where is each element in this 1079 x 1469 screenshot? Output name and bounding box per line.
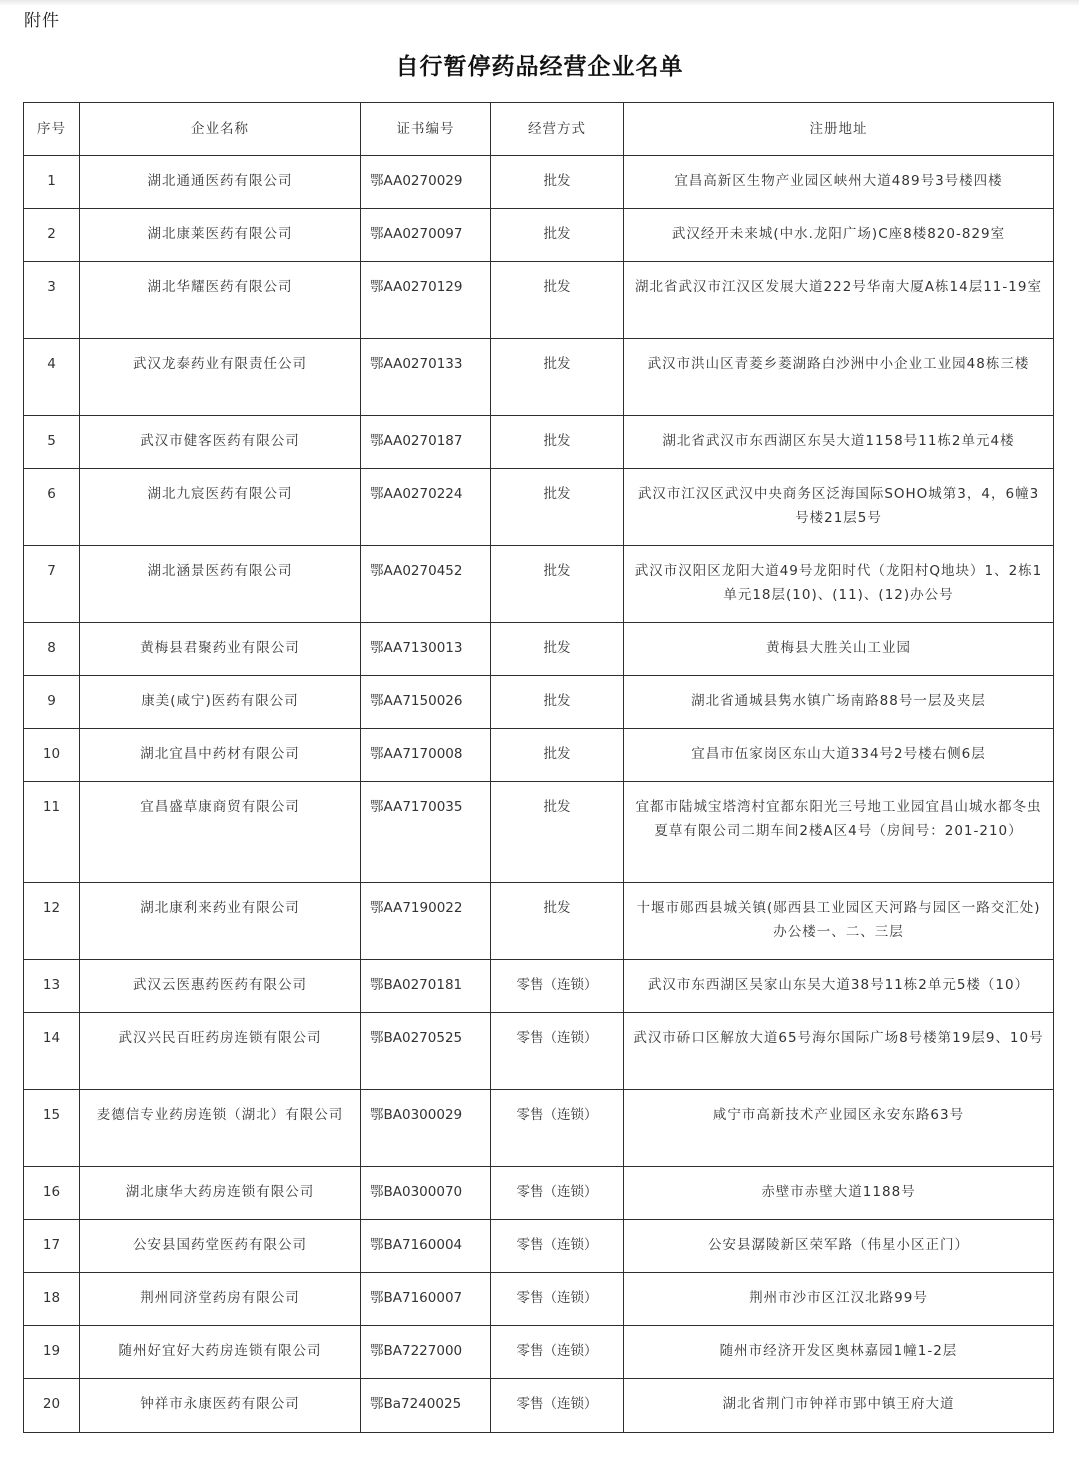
cell-cert: 鄂AA0270129 bbox=[361, 262, 491, 339]
cell-addr: 赤壁市赤壁大道1188号 bbox=[624, 1167, 1054, 1220]
cell-name: 宜昌盛草康商贸有限公司 bbox=[80, 782, 361, 883]
table-row bbox=[24, 1220, 1054, 1273]
cell-addr: 湖北省武汉市东西湖区东吴大道1158号11栋2单元4楼 bbox=[624, 416, 1054, 469]
cell-addr: 宜昌高新区生物产业园区峡州大道489号3号楼四楼 bbox=[624, 156, 1054, 209]
cell-seq: 20 bbox=[24, 1379, 80, 1433]
cell-cert: 鄂BA7160004 bbox=[361, 1220, 491, 1273]
cell-seq: 17 bbox=[24, 1220, 80, 1273]
table-row bbox=[24, 1090, 1054, 1167]
cell-seq: 3 bbox=[24, 262, 80, 339]
table-row bbox=[24, 416, 1054, 469]
cell-name: 湖北通通医药有限公司 bbox=[80, 156, 361, 209]
cell-addr: 公安县潺陵新区荣军路（伟星小区正门） bbox=[624, 1220, 1054, 1273]
cell-cert: 鄂AA7170035 bbox=[361, 782, 491, 883]
cell-name: 湖北康华大药房连锁有限公司 bbox=[80, 1167, 361, 1220]
header-name: 企业名称 bbox=[80, 103, 361, 156]
cell-name: 湖北宜昌中药材有限公司 bbox=[80, 729, 361, 782]
top-shadow-bar bbox=[0, 0, 1079, 6]
table-row bbox=[24, 1379, 1054, 1433]
cell-addr: 武汉市硚口区解放大道65号海尔国际广场8号楼第19层9、10号 bbox=[624, 1013, 1054, 1090]
table-row bbox=[24, 1013, 1054, 1090]
table-row bbox=[24, 782, 1054, 883]
cell-seq: 4 bbox=[24, 339, 80, 416]
header-seq: 序号 bbox=[24, 103, 80, 156]
table-row bbox=[24, 1326, 1054, 1379]
table-row bbox=[24, 676, 1054, 729]
cell-addr: 宜都市陆城宝塔湾村宜都东阳光三号地工业园宜昌山城水都冬虫夏草有限公司二期车间2楼A区4号（房间号：201-210） bbox=[624, 782, 1054, 883]
cell-addr: 十堰市郧西县城关镇(郧西县工业园区天河路与园区一路交汇处)办公楼一、二、三层 bbox=[624, 883, 1054, 960]
attachment-label: 附件 bbox=[24, 11, 60, 31]
cell-seq: 19 bbox=[24, 1326, 80, 1379]
cell-name: 荆州同济堂药房有限公司 bbox=[80, 1273, 361, 1326]
cell-name: 公安县国药堂医药有限公司 bbox=[80, 1220, 361, 1273]
cell-name: 湖北涵景医药有限公司 bbox=[80, 546, 361, 623]
cell-seq: 2 bbox=[24, 209, 80, 262]
cell-mode: 批发 bbox=[491, 262, 624, 339]
cell-mode: 批发 bbox=[491, 729, 624, 782]
cell-addr: 武汉市江汉区武汉中央商务区泛海国际SOHO城第3，4，6幢3号楼21层5号 bbox=[624, 469, 1054, 546]
cell-mode: 批发 bbox=[491, 782, 624, 883]
cell-cert: 鄂BA0300029 bbox=[361, 1090, 491, 1167]
cell-seq: 15 bbox=[24, 1090, 80, 1167]
cell-name: 武汉市健客医药有限公司 bbox=[80, 416, 361, 469]
table-row bbox=[24, 729, 1054, 782]
cell-mode: 零售（连锁） bbox=[491, 1273, 624, 1326]
cell-name: 湖北康利来药业有限公司 bbox=[80, 883, 361, 960]
cell-mode: 批发 bbox=[491, 676, 624, 729]
cell-mode: 零售（连锁） bbox=[491, 1220, 624, 1273]
cell-mode: 批发 bbox=[491, 469, 624, 546]
cell-cert: 鄂AA0270224 bbox=[361, 469, 491, 546]
cell-cert: 鄂AA0270029 bbox=[361, 156, 491, 209]
cell-addr: 湖北省通城县隽水镇广场南路88号一层及夹层 bbox=[624, 676, 1054, 729]
cell-seq: 18 bbox=[24, 1273, 80, 1326]
cell-cert: 鄂BA7227000 bbox=[361, 1326, 491, 1379]
cell-name: 武汉云医惠药医药有限公司 bbox=[80, 960, 361, 1013]
cell-addr: 随州市经济开发区奥林嘉园1幢1-2层 bbox=[624, 1326, 1054, 1379]
table-row bbox=[24, 262, 1054, 339]
cell-cert: 鄂BA0270525 bbox=[361, 1013, 491, 1090]
cell-addr: 湖北省荆门市钟祥市郢中镇王府大道 bbox=[624, 1379, 1054, 1433]
table-row bbox=[24, 960, 1054, 1013]
cell-name: 麦德信专业药房连锁（湖北）有限公司 bbox=[80, 1090, 361, 1167]
cell-cert: 鄂AA7190022 bbox=[361, 883, 491, 960]
table-row bbox=[24, 883, 1054, 960]
cell-mode: 零售（连锁） bbox=[491, 960, 624, 1013]
table-row bbox=[24, 209, 1054, 262]
cell-cert: 鄂Ba7240025 bbox=[361, 1379, 491, 1433]
cell-mode: 批发 bbox=[491, 546, 624, 623]
cell-name: 钟祥市永康医药有限公司 bbox=[80, 1379, 361, 1433]
cell-addr: 湖北省武汉市江汉区发展大道222号华南大厦A栋14层11-19室 bbox=[624, 262, 1054, 339]
cell-cert: 鄂AA0270452 bbox=[361, 546, 491, 623]
cell-seq: 7 bbox=[24, 546, 80, 623]
cell-seq: 14 bbox=[24, 1013, 80, 1090]
cell-seq: 6 bbox=[24, 469, 80, 546]
cell-name: 武汉龙泰药业有限责任公司 bbox=[80, 339, 361, 416]
cell-cert: 鄂BA7160007 bbox=[361, 1273, 491, 1326]
cell-mode: 零售（连锁） bbox=[491, 1379, 624, 1433]
cell-cert: 鄂AA0270187 bbox=[361, 416, 491, 469]
header-mode: 经营方式 bbox=[491, 103, 624, 156]
cell-seq: 13 bbox=[24, 960, 80, 1013]
cell-seq: 12 bbox=[24, 883, 80, 960]
table-row bbox=[24, 546, 1054, 623]
table-row bbox=[24, 156, 1054, 209]
table-row bbox=[24, 339, 1054, 416]
cell-cert: 鄂AA0270097 bbox=[361, 209, 491, 262]
cell-name: 湖北华耀医药有限公司 bbox=[80, 262, 361, 339]
cell-name: 康美(咸宁)医药有限公司 bbox=[80, 676, 361, 729]
cell-cert: 鄂BA0270181 bbox=[361, 960, 491, 1013]
cell-addr: 荆州市沙市区江汉北路99号 bbox=[624, 1273, 1054, 1326]
cell-cert: 鄂AA7130013 bbox=[361, 623, 491, 676]
cell-name: 湖北九宸医药有限公司 bbox=[80, 469, 361, 546]
cell-mode: 批发 bbox=[491, 623, 624, 676]
cell-mode: 批发 bbox=[491, 416, 624, 469]
cell-addr: 武汉市汉阳区龙阳大道49号龙阳时代（龙阳村Q地块）1、2栋1单元18层(10)、(11)、(12)办公号 bbox=[624, 546, 1054, 623]
table-header-row bbox=[24, 103, 1054, 156]
table-row bbox=[24, 1273, 1054, 1326]
table-row bbox=[24, 623, 1054, 676]
cell-cert: 鄂AA7170008 bbox=[361, 729, 491, 782]
cell-name: 黄梅县君聚药业有限公司 bbox=[80, 623, 361, 676]
enterprise-table bbox=[23, 102, 1054, 1433]
cell-seq: 1 bbox=[24, 156, 80, 209]
cell-seq: 8 bbox=[24, 623, 80, 676]
cell-mode: 零售（连锁） bbox=[491, 1013, 624, 1090]
page-title: 自行暂停药品经营企业名单 bbox=[395, 54, 684, 80]
cell-seq: 5 bbox=[24, 416, 80, 469]
cell-name: 随州好宜好大药房连锁有限公司 bbox=[80, 1326, 361, 1379]
table-row bbox=[24, 1167, 1054, 1220]
cell-mode: 批发 bbox=[491, 883, 624, 960]
cell-seq: 9 bbox=[24, 676, 80, 729]
cell-addr: 武汉经开未来城(中水.龙阳广场)C座8楼820-829室 bbox=[624, 209, 1054, 262]
header-cert: 证书编号 bbox=[361, 103, 491, 156]
cell-mode: 零售（连锁） bbox=[491, 1167, 624, 1220]
cell-mode: 批发 bbox=[491, 209, 624, 262]
cell-mode: 零售（连锁） bbox=[491, 1326, 624, 1379]
cell-addr: 宜昌市伍家岗区东山大道334号2号楼右侧6层 bbox=[624, 729, 1054, 782]
cell-mode: 批发 bbox=[491, 156, 624, 209]
table-row bbox=[24, 469, 1054, 546]
cell-name: 湖北康莱医药有限公司 bbox=[80, 209, 361, 262]
cell-addr: 黄梅县大胜关山工业园 bbox=[624, 623, 1054, 676]
cell-cert: 鄂AA7150026 bbox=[361, 676, 491, 729]
cell-cert: 鄂AA0270133 bbox=[361, 339, 491, 416]
header-addr: 注册地址 bbox=[624, 103, 1054, 156]
cell-cert: 鄂BA0300070 bbox=[361, 1167, 491, 1220]
cell-seq: 10 bbox=[24, 729, 80, 782]
cell-addr: 武汉市洪山区青菱乡菱湖路白沙洲中小企业工业园48栋三楼 bbox=[624, 339, 1054, 416]
cell-seq: 16 bbox=[24, 1167, 80, 1220]
cell-mode: 零售（连锁） bbox=[491, 1090, 624, 1167]
cell-addr: 咸宁市高新技术产业园区永安东路63号 bbox=[624, 1090, 1054, 1167]
cell-mode: 批发 bbox=[491, 339, 624, 416]
cell-name: 武汉兴民百旺药房连锁有限公司 bbox=[80, 1013, 361, 1090]
cell-seq: 11 bbox=[24, 782, 80, 883]
cell-addr: 武汉市东西湖区吴家山东吴大道38号11栋2单元5楼（10） bbox=[624, 960, 1054, 1013]
